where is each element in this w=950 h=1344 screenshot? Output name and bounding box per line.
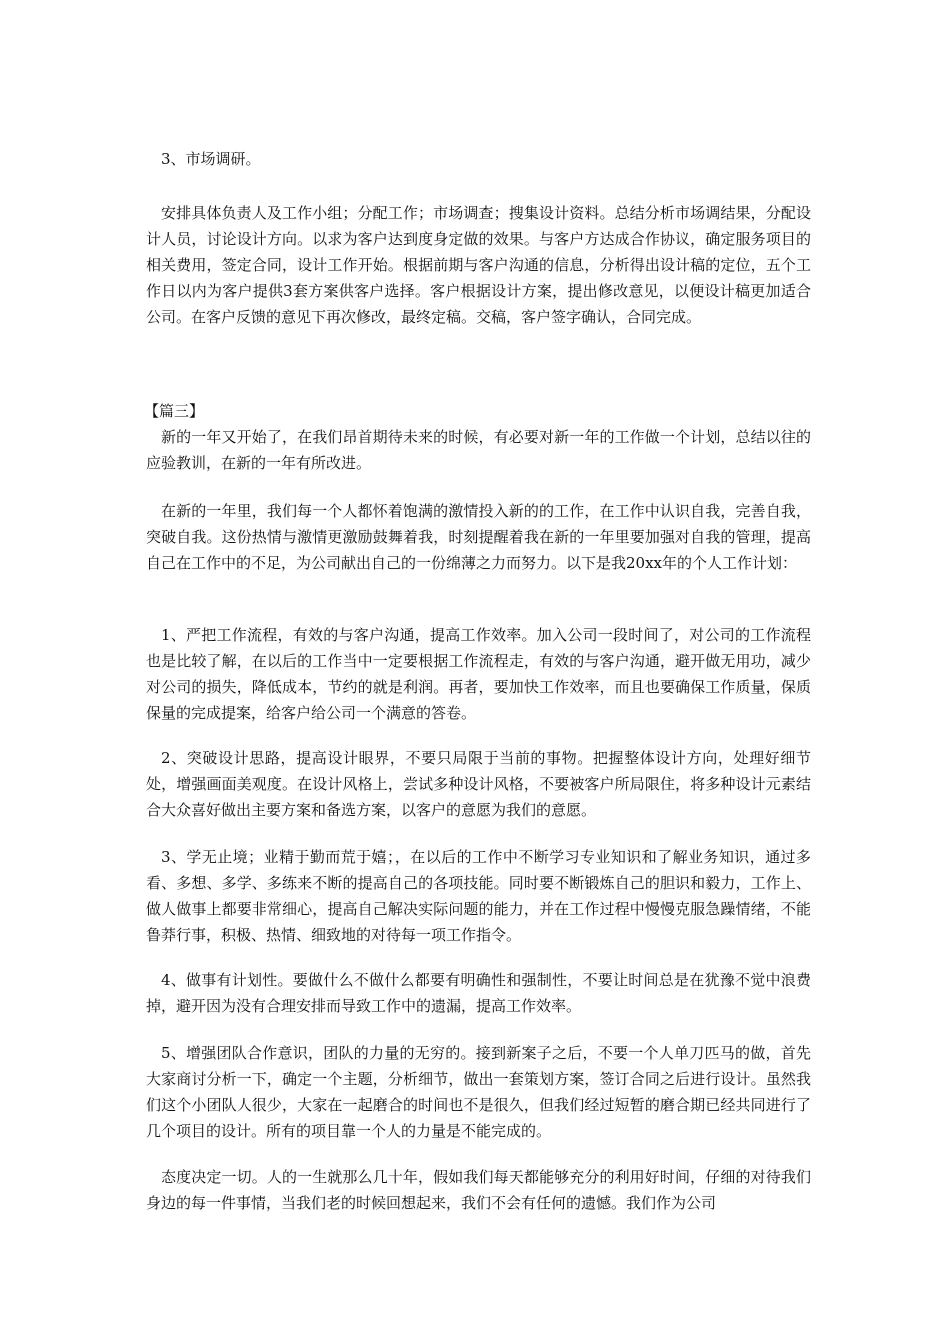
paragraph-intro: 新的一年又开始了，在我们昂首期待未来的时候，有必要对新一年的工作做一个计划，总结以往的应验教训，在新的一年有所改进。 xyxy=(146,428,811,472)
part-three-heading: 【篇三】 xyxy=(144,402,205,420)
paragraph-new-year: 在新的一年里，我们每一个人都怀着饱满的激情投入新的的工作，在工作中认识自我，完善自我，突破自我。这份热情与激情更激励鼓舞着我，时刻提醒着我在新的一年里要加强对自我的管理，提高自己在工作中的不足，为公司献出自己的一份绵薄之力而努力。以下是我20xx年的个人工作计划： xyxy=(146,502,811,572)
section-title-market-research: 3、市场调研。 xyxy=(161,150,261,168)
plan-item-5: 5、增强团队合作意识，团队的力量的无穷的。接到新案子之后，不要一个人单刀匹马的做，首先大家商讨分析一下，确定一个主题，分析细节，做出一套策划方案，签订合同之后进行设计。虽然我们这个小团队人很少，大家在一起磨合的时间也不是很久，但我们经过短暂的磨合期已经共同进行了几个项目的设计。所有的项目靠一个人的力量是不能完成的。 xyxy=(146,1044,811,1140)
plan-item-4: 4、做事有计划性。要做什么不做什么都要有明确性和强制性，不要让时间总是在犹豫不觉中浪费掉，避开因为没有合理安排而导致工作中的遗漏，提高工作效率。 xyxy=(146,971,811,1015)
paragraph-market-research: 安排具体负责人及工作小组；分配工作；市场调查；搜集设计资料。总结分析市场调结果，分配设计人员，讨论设计方向。以求为客户达到度身定做的效果。与客户方达成合作协议，确定服务项目的相关费用，签定合同，设计工作开始。根据前期与客户沟通的信息，分析得出设计稿的定位，五个工作日以内为客户提供3套方案供客户选择。客户根据设计方案，提出修改意见，以便设计稿更加适合公司。在客户反馈的意见下再次修改，最终定稿。交稿，客户签字确认，合同完成。 xyxy=(146,204,811,326)
plan-item-1: 1、严把工作流程，有效的与客户沟通，提高工作效率。加入公司一段时间了，对公司的工作流程也是比较了解，在以后的工作当中一定要根据工作流程走，有效的与客户沟通，避开做无用功，减少对公司的损失，降低成本，节约的就是利润。再者，要加快工作效率，而且也要确保工作质量，保质保量的完成提案，给客户给公司一个满意的答卷。 xyxy=(146,626,811,722)
paragraph-closing: 态度决定一切。人的一生就那么几十年，假如我们每天都能够充分的利用好时间，仔细的对待我们身边的每一件事情，当我们老的时候回想起来，我们不会有任何的遗憾。我们作为公司 xyxy=(146,1168,811,1212)
plan-item-2: 2、突破设计思路，提高设计眼界，不要只局限于当前的事物。把握整体设计方向，处理好细节处，增强画面美观度。在设计风格上，尝试多种设计风格，不要被客户所局限住，将多种设计元素结合大众喜好做出主要方案和备选方案，以客户的意愿为我们的意愿。 xyxy=(146,749,811,819)
plan-item-3: 3、学无止境；业精于勤而荒于嬉；，在以后的工作中不断学习专业知识和了解业务知识，通过多看、多想、多学、多练来不断的提高自己的各项技能。同时要不断锻炼自己的胆识和毅力，工作上、做人做事上都要非常细心，提高自己解决实际问题的能力，并在工作过程中慢慢克服急躁情绪，不能鲁莽行事，积极、热情、细致地的对待每一项工作指令。 xyxy=(146,848,811,944)
